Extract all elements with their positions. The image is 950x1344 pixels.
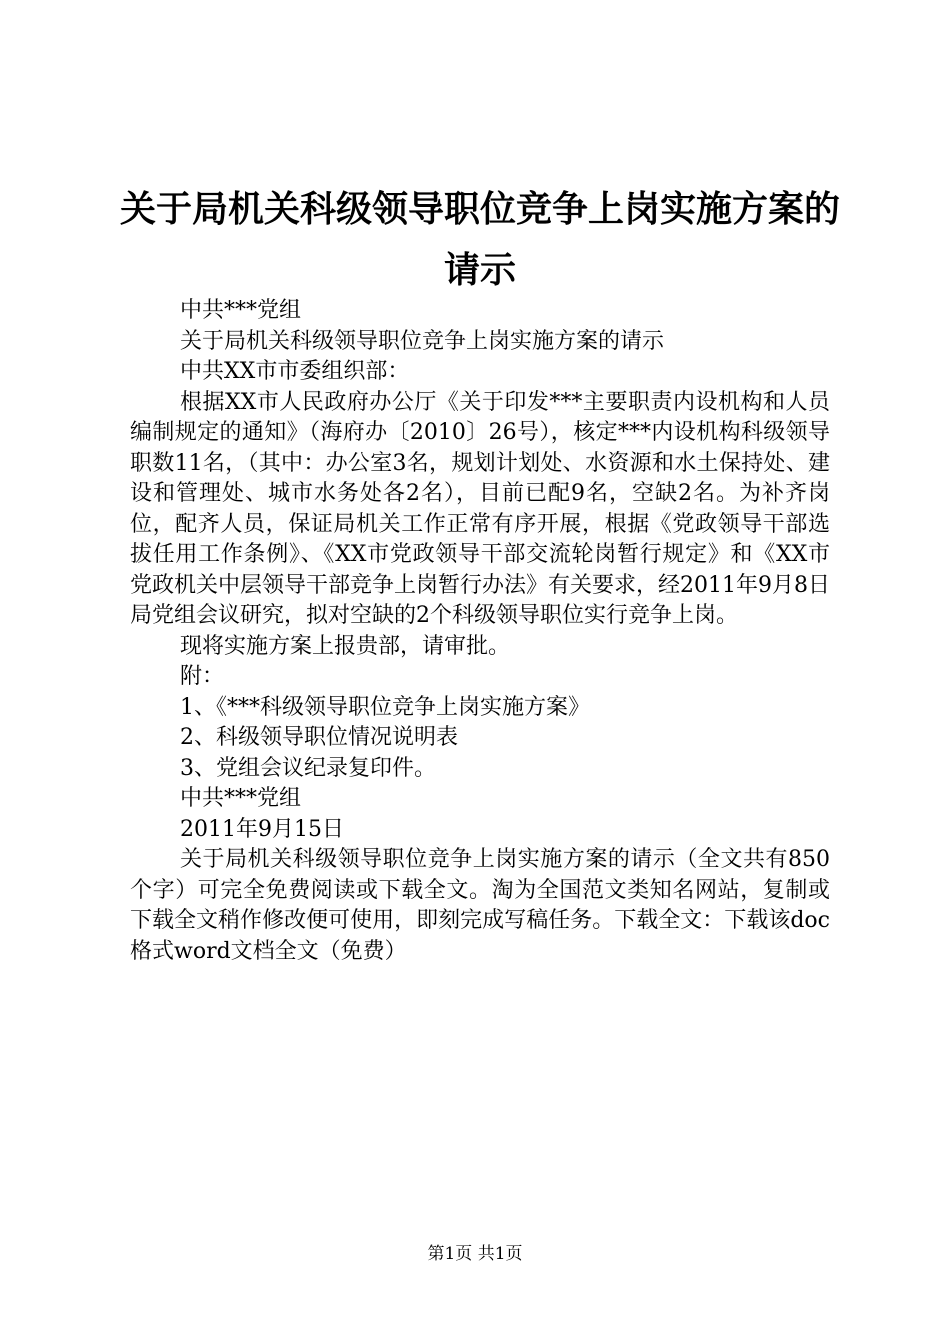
recipient-line: 中共XX市市委组织部： xyxy=(180,359,410,384)
attachment-item: 1、《***科级领导职位竞争上岗实施方案》 xyxy=(180,694,590,720)
signature-line: 中共***党组 xyxy=(180,786,302,811)
document-body xyxy=(130,296,830,967)
attachment-item: 2、科级领导职位情况说明表 xyxy=(180,725,458,750)
attachments-label: 附： xyxy=(180,664,225,689)
document-title-line-1: 关于局机关科级领导职位竞争上岗实施方案的 xyxy=(119,188,840,230)
promo-paragraph: 关于局机关科级领导职位竞争上岗实施方案的请示（全文共有850个字）可完全免费阅读或下载全文。淘为全国范文类知名网站，复制或下载全文稍作修改便可使用，即刻完成写稿任务。下载全文：下载该doc格式word文档全文（免费） xyxy=(130,847,830,964)
date-line: 2011年9月15日 xyxy=(180,816,344,842)
sender-top: 中共***党组 xyxy=(180,298,302,323)
request-line: 现将实施方案上报贵部，请审批。 xyxy=(180,633,511,659)
attachment-item: 3、党组会议纪录复印件。 xyxy=(180,755,436,781)
subject-line: 关于局机关科级领导职位竞争上岗实施方案的请示 xyxy=(180,328,665,354)
page-number-footer: 第1页 共1页 xyxy=(427,1244,523,1264)
main-paragraph: 根据XX市人民政府办公厅《关于印发***主要职责内设机构和人员编制规定的通知》（海府办〔2010〕26号），核定***内设机构科级领导职数11名，（其中：办公室3名，规划计划处、水资源和水土保持处、建设和管理处、城市水务处各2名），目前已配9名，空缺2名。为补齐岗位，配齐人员，保证局机关工作正常有序开展，根据《党政领导干部选拔任用工作条例》、《XX市党政领导干部交流轮岗暂行规定》和《XX市党政机关中层领导干部竞争上岗暂行办法》有关要求，经2011年9月8日局党组会议研究，拟对空缺的2个科级领导职位实行竞争上岗。 xyxy=(130,389,830,628)
document-title-line-2: 请示 xyxy=(443,249,516,291)
